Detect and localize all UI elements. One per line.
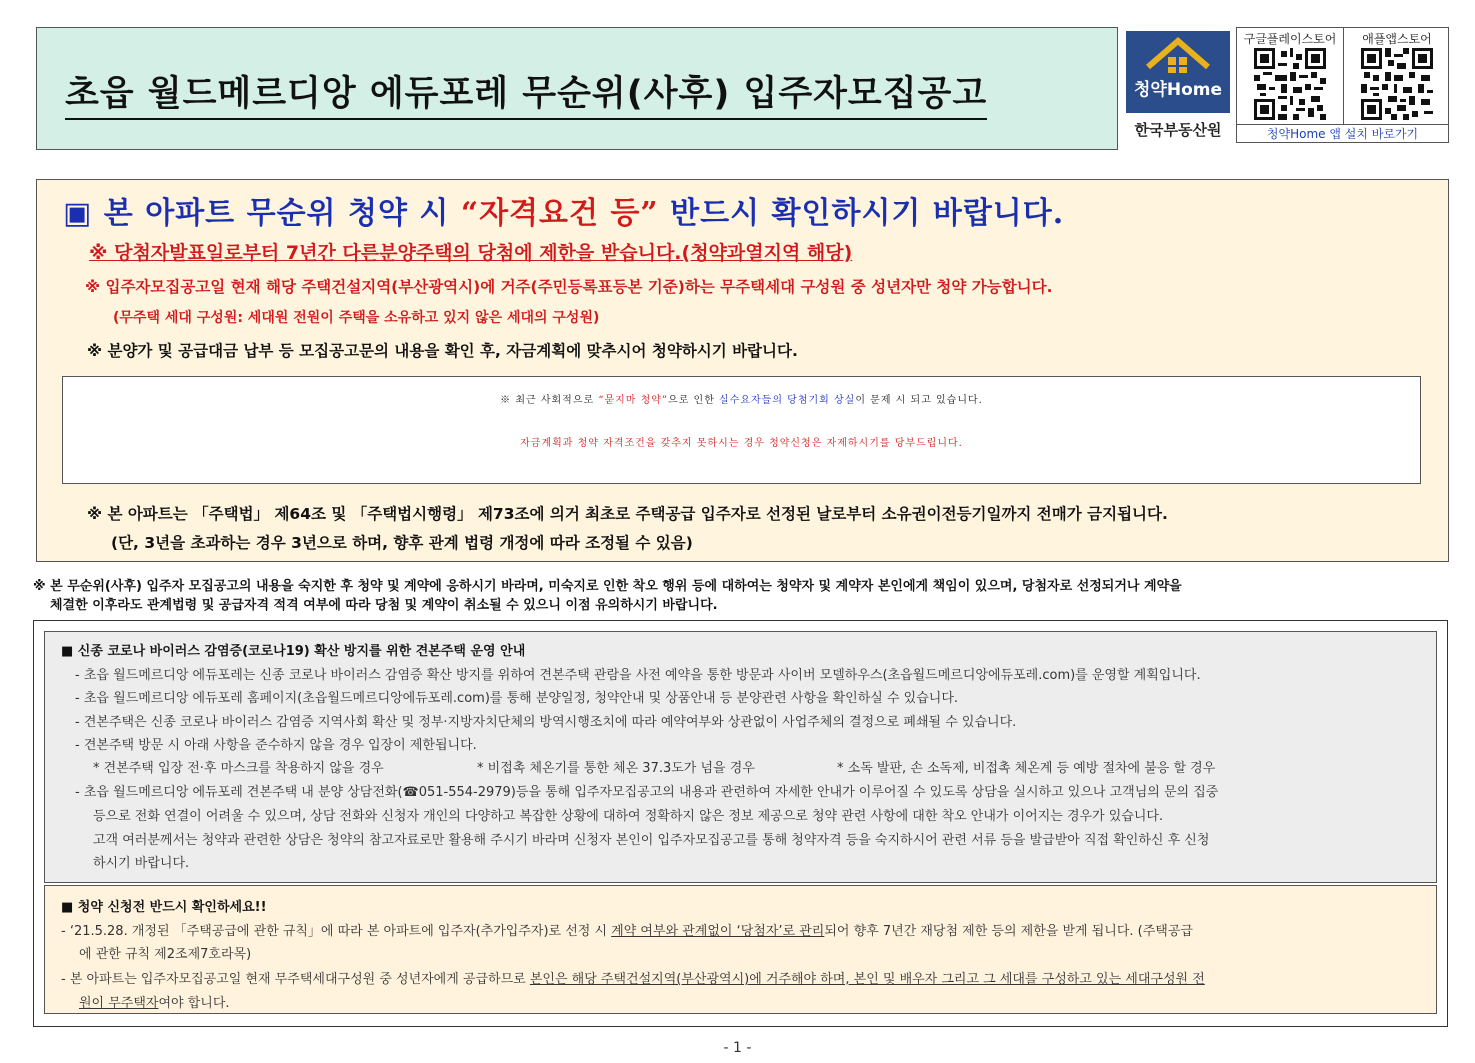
check-item-1: - ‘21.5.28. 개정된 「주택공급에 관한 규칙」에 따라 본 아파트에 입주자(추가입주자)로 선정 시 계약 여부와 관계없이 ‘당첨자’로 관리되어 향후 7년간 재당첨 제한 등의 제한을 받게 됩니다. (주택공급 — [61, 924, 1193, 939]
qr-apple-label: 애플앱스토어 — [1362, 32, 1432, 46]
covid-condition: * 소독 발판, 손 소독제, 비접촉 체온계 등 예방 절차에 불응 할 경우 — [837, 761, 1216, 776]
covid-condition: * 비접촉 체온기를 통한 체온 37.3도가 넘을 경우 — [477, 761, 755, 776]
caution-line-1: ※ 본 무순위(사후) 입주자 모집공고의 내용을 숙지한 후 청약 및 계약에 응하시기 바라며, 미숙지로 인한 착오 행위 등에 대하여는 청약자 및 계약자 본인에게 책임이 있으며, 당첨자로 선정되거나 계약을 — [33, 579, 1182, 594]
app-store-qr-code-icon[interactable] — [1361, 48, 1433, 120]
notice-box — [36, 179, 1449, 562]
info-section — [33, 620, 1448, 1027]
notice-line-eligibility-sub: (무주택 세대 구성원: 세대원 전원이 주택을 소유하고 있지 않은 세대의 구성원) — [113, 310, 600, 326]
covid-item: - 견본주택 방문 시 아래 사항을 준수하지 않을 경우 입장이 제한됩니다. — [75, 738, 477, 753]
house-icon — [1126, 33, 1230, 77]
page-number: - 1 - — [723, 1040, 752, 1056]
notice-line-resale: ※ 본 아파트는 「주택법」 제64조 및 「주택법시행령」 제73조에 의거 최초로 주택공급 입주자로 선정된 날로부터 소유권이전등기일까지 전매가 금지됩니다. — [87, 505, 1168, 523]
notice-line-resale-sub: (단, 3년을 초과하는 경우 3년으로 하며, 향후 관계 법령 개정에 따라 조정될 수 있음) — [111, 534, 693, 552]
warning-line-2: 자금계획과 청약 자격조건을 갖추지 못하시는 경우 청약신청은 자제하시기를 당부드립니다. — [520, 438, 963, 449]
logo-name: 청약Home — [1134, 80, 1222, 100]
covid-item: - 초읍 월드메르디앙 에듀포레는 신종 코로나 바이러스 감염증 확산 방지를 위하여 견본주택 관람을 사전 예약을 통한 방문과 사이버 모델하우스(초읍월드메르디앙에듀포레.com)를 운영할 계획입니다. — [75, 668, 1201, 683]
covid-title: ■ 신종 코로나 바이러스 감염증(코로나19) 확산 방지를 위한 견본주택 운영 안내 — [61, 644, 526, 659]
caution-line-2: 체결한 이후라도 관계법령 및 공급자격 적격 여부에 따라 당첨 및 계약이 취소될 수 있으니 이점 유의하시기 바랍니다. — [50, 598, 718, 613]
check-item-1-cont: 에 관한 규칙 제2조제7호라목) — [79, 947, 252, 962]
covid-info-box — [44, 631, 1437, 883]
cheongyak-home-logo[interactable] — [1126, 31, 1230, 147]
covid-consult-line: - 초읍 월드메르디앙 에듀포레 견본주택 내 분양 상담전화(☎051-554-2979)등을 통해 입주자모집공고의 내용과 관련하여 자세한 안내가 이루어질 수 있도록 상담을 실시하고 있으나 고객님의 문의 집중 — [75, 785, 1219, 800]
notice-line-eligibility: ※ 입주자모집공고일 현재 해당 주택건설지역(부산광역시)에 거주(주민등록표등본 기준)하는 무주택세대 구성원 중 성년자만 청약 가능합니다. — [85, 278, 1053, 296]
logo-banner — [1126, 31, 1230, 113]
covid-consult-line: 하시기 바랍니다. — [93, 856, 190, 871]
covid-item: - 견본주택은 신종 코로나 바이러스 감염증 지역사회 확산 및 정부·지방자치단체의 방역시행조치에 따라 예약여부와 상관없이 사업주체의 결정으로 폐쇄될 수 있습니다. — [75, 715, 1017, 730]
warning-box — [62, 376, 1421, 484]
notice-heading: ▣ 본 아파트 무순위 청약 시 “자격요건 등” 반드시 확인하시기 바랍니다. — [63, 196, 1065, 231]
qr-divider — [1343, 28, 1344, 124]
covid-condition: * 견본주택 입장 전·후 마스크를 착용하지 않을 경우 — [93, 761, 384, 776]
warning-line-1: ※ 최근 사회적으로 “묻지마 청약”으로 인한 실수요자들의 당첨기회 상실이 문제 시 되고 있습니다. — [500, 395, 983, 406]
check-title: ■ 청약 신청전 반드시 확인하세요!! — [61, 900, 267, 915]
qr-google-label: 구글플레이스토어 — [1243, 32, 1337, 46]
check-item-2: - 본 아파트는 입주자모집공고일 현재 무주택세대구성원 중 성년자에게 공급하므로 본인은 해당 주택건설지역(부산광역시)에 거주해야 하며, 본인 및 배우자 그리고 그 세대를 구성하고 있는 세대구성원 전 — [61, 972, 1205, 987]
app-install-link[interactable]: 청약Home 앱 설치 바로가기 — [1237, 124, 1448, 143]
check-item-2-cont: 원이 무주택자여야 합니다. — [79, 996, 230, 1011]
google-play-qr-code-icon[interactable] — [1254, 48, 1326, 120]
logo-org: 한국부동산원 — [1134, 121, 1222, 139]
qr-code-box — [1236, 27, 1449, 143]
covid-consult-line: 등으로 전화 연결이 어려울 수 있으며, 상담 전화와 신청자 개인의 다양하고 복잡한 상황에 대하여 정확하지 않은 정보 제공으로 청약 관련 사항에 대한 착오 안내가 이어지는 경우가 있습니다. — [93, 809, 1164, 824]
check-before-apply-box — [44, 885, 1437, 1014]
page-title: 초읍 월드메르디앙 에듀포레 무순위(사후) 입주자모집공고 — [65, 66, 987, 120]
title-box — [36, 27, 1118, 150]
covid-item: - 초읍 월드메르디앙 에듀포레 홈페이지(초읍월드메르디앙에듀포레.com)를 통해 분양일정, 청약안내 및 상품안내 등 분양관련 사항을 확인하실 수 있습니다. — [75, 691, 959, 706]
notice-line-payment: ※ 분양가 및 공급대금 납부 등 모집공고문의 내용을 확인 후, 자금계획에 맞추시어 청약하시기 바랍니다. — [87, 342, 798, 360]
covid-consult-line: 고객 여러분께서는 청약과 관련한 상담은 청약의 참고자료로만 활용해 주시기 바라며 신청자 본인이 입주자모집공고를 통해 청약자격 등을 숙지하시어 관련 서류 등을 발급받아 직접 확인하신 후 신청 — [93, 833, 1210, 848]
notice-line-win-restriction: ※ 당첨자발표일로부터 7년간 다른분양주택의 당첨에 제한을 받습니다.(청약과열지역 해당) — [89, 242, 853, 264]
